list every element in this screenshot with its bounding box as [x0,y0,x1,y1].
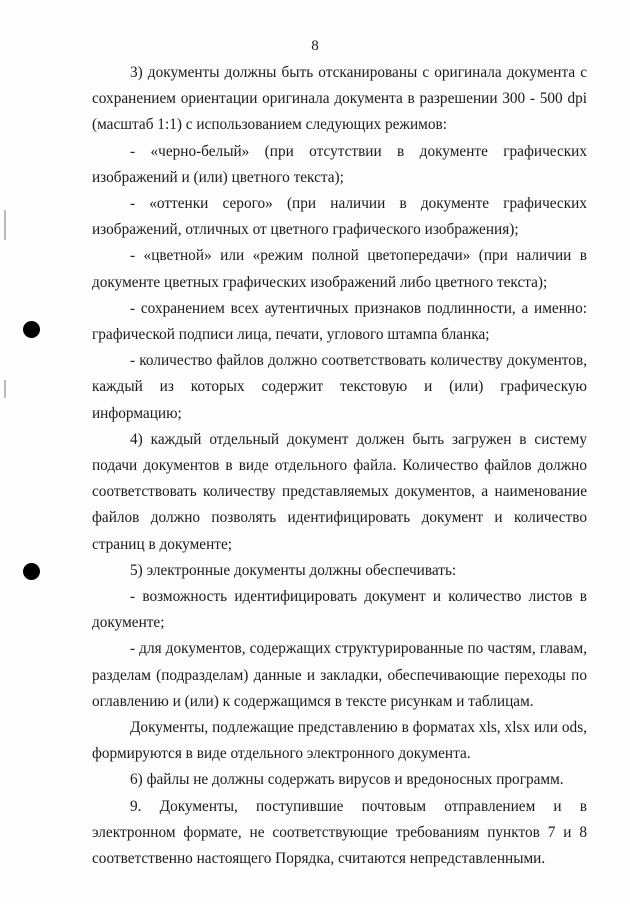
list-item: - сохранением всех аутентичных признаков подлинности, а именно: графической подписи лица, печати, углового штампа бланка; [92,299,587,344]
paragraph: Документы, подлежащие представлению в форматах xls, xlsx или ods, формируются в виде отдельного электронного документа. [92,719,587,763]
list-item: - возможность идентифицировать документ и количество листов в документе; [92,588,587,632]
list-item: - количество файлов должно соответствовать количеству документов, каждый из которых содержит текстовую и (или) графическую информацию; [92,352,587,422]
paragraph: 3) документы должны быть отсканированы с оригинала документа с сохранением ориентации оригинала документа в разрешении 300 - 500 dpi (масштаб 1:1) с использованием следующих режимов: [92,64,587,134]
paragraph: 6) файлы не должны содержать вирусов и вредоносных программ. [130,771,564,789]
paragraph: 9. Документы, поступившие почтовым отправлением и в электронном формате, не соответствующие требованиям пунктов 7 и 8 соответственно настоящего Порядка, считаются непредставленными. [92,797,587,868]
list-item: - «оттенки серого» (при наличии в документе графических изображений, отличных от цветного графического изображения); [92,195,587,239]
list-item: - «цветной» или «режим полной цветопередачи» (при наличии в документе цветных графических изображений либо цветного текста); [92,247,587,291]
list-item: - «черно-белый» (при отсутствии в документе графических изображений и (или) цветного текста); [92,142,587,186]
paragraph: 4) каждый отдельный документ должен быть загружен в систему подачи документов в виде отдельного файла. Количество файлов должно соответствовать количеству представляемых документов, а наименование файлов должно позволять идентифицировать документ и количество страниц в документе; [92,430,587,553]
paragraph: 5) электронные документы должны обеспечивать: [130,561,457,579]
punch-hole [23,321,40,338]
document-body [92,60,587,872]
page-number: 8 [311,38,319,54]
scan-edge-mark [4,210,6,240]
list-item: - для документов, содержащих структурированные по частям, главам, разделам (подразделам) данные и закладки, обеспечивающие переходы по оглавлению и (или) к содержащимся в тексте рисункам и таблицам. [92,640,587,710]
scan-edge-mark [4,380,6,398]
punch-hole [23,563,40,580]
